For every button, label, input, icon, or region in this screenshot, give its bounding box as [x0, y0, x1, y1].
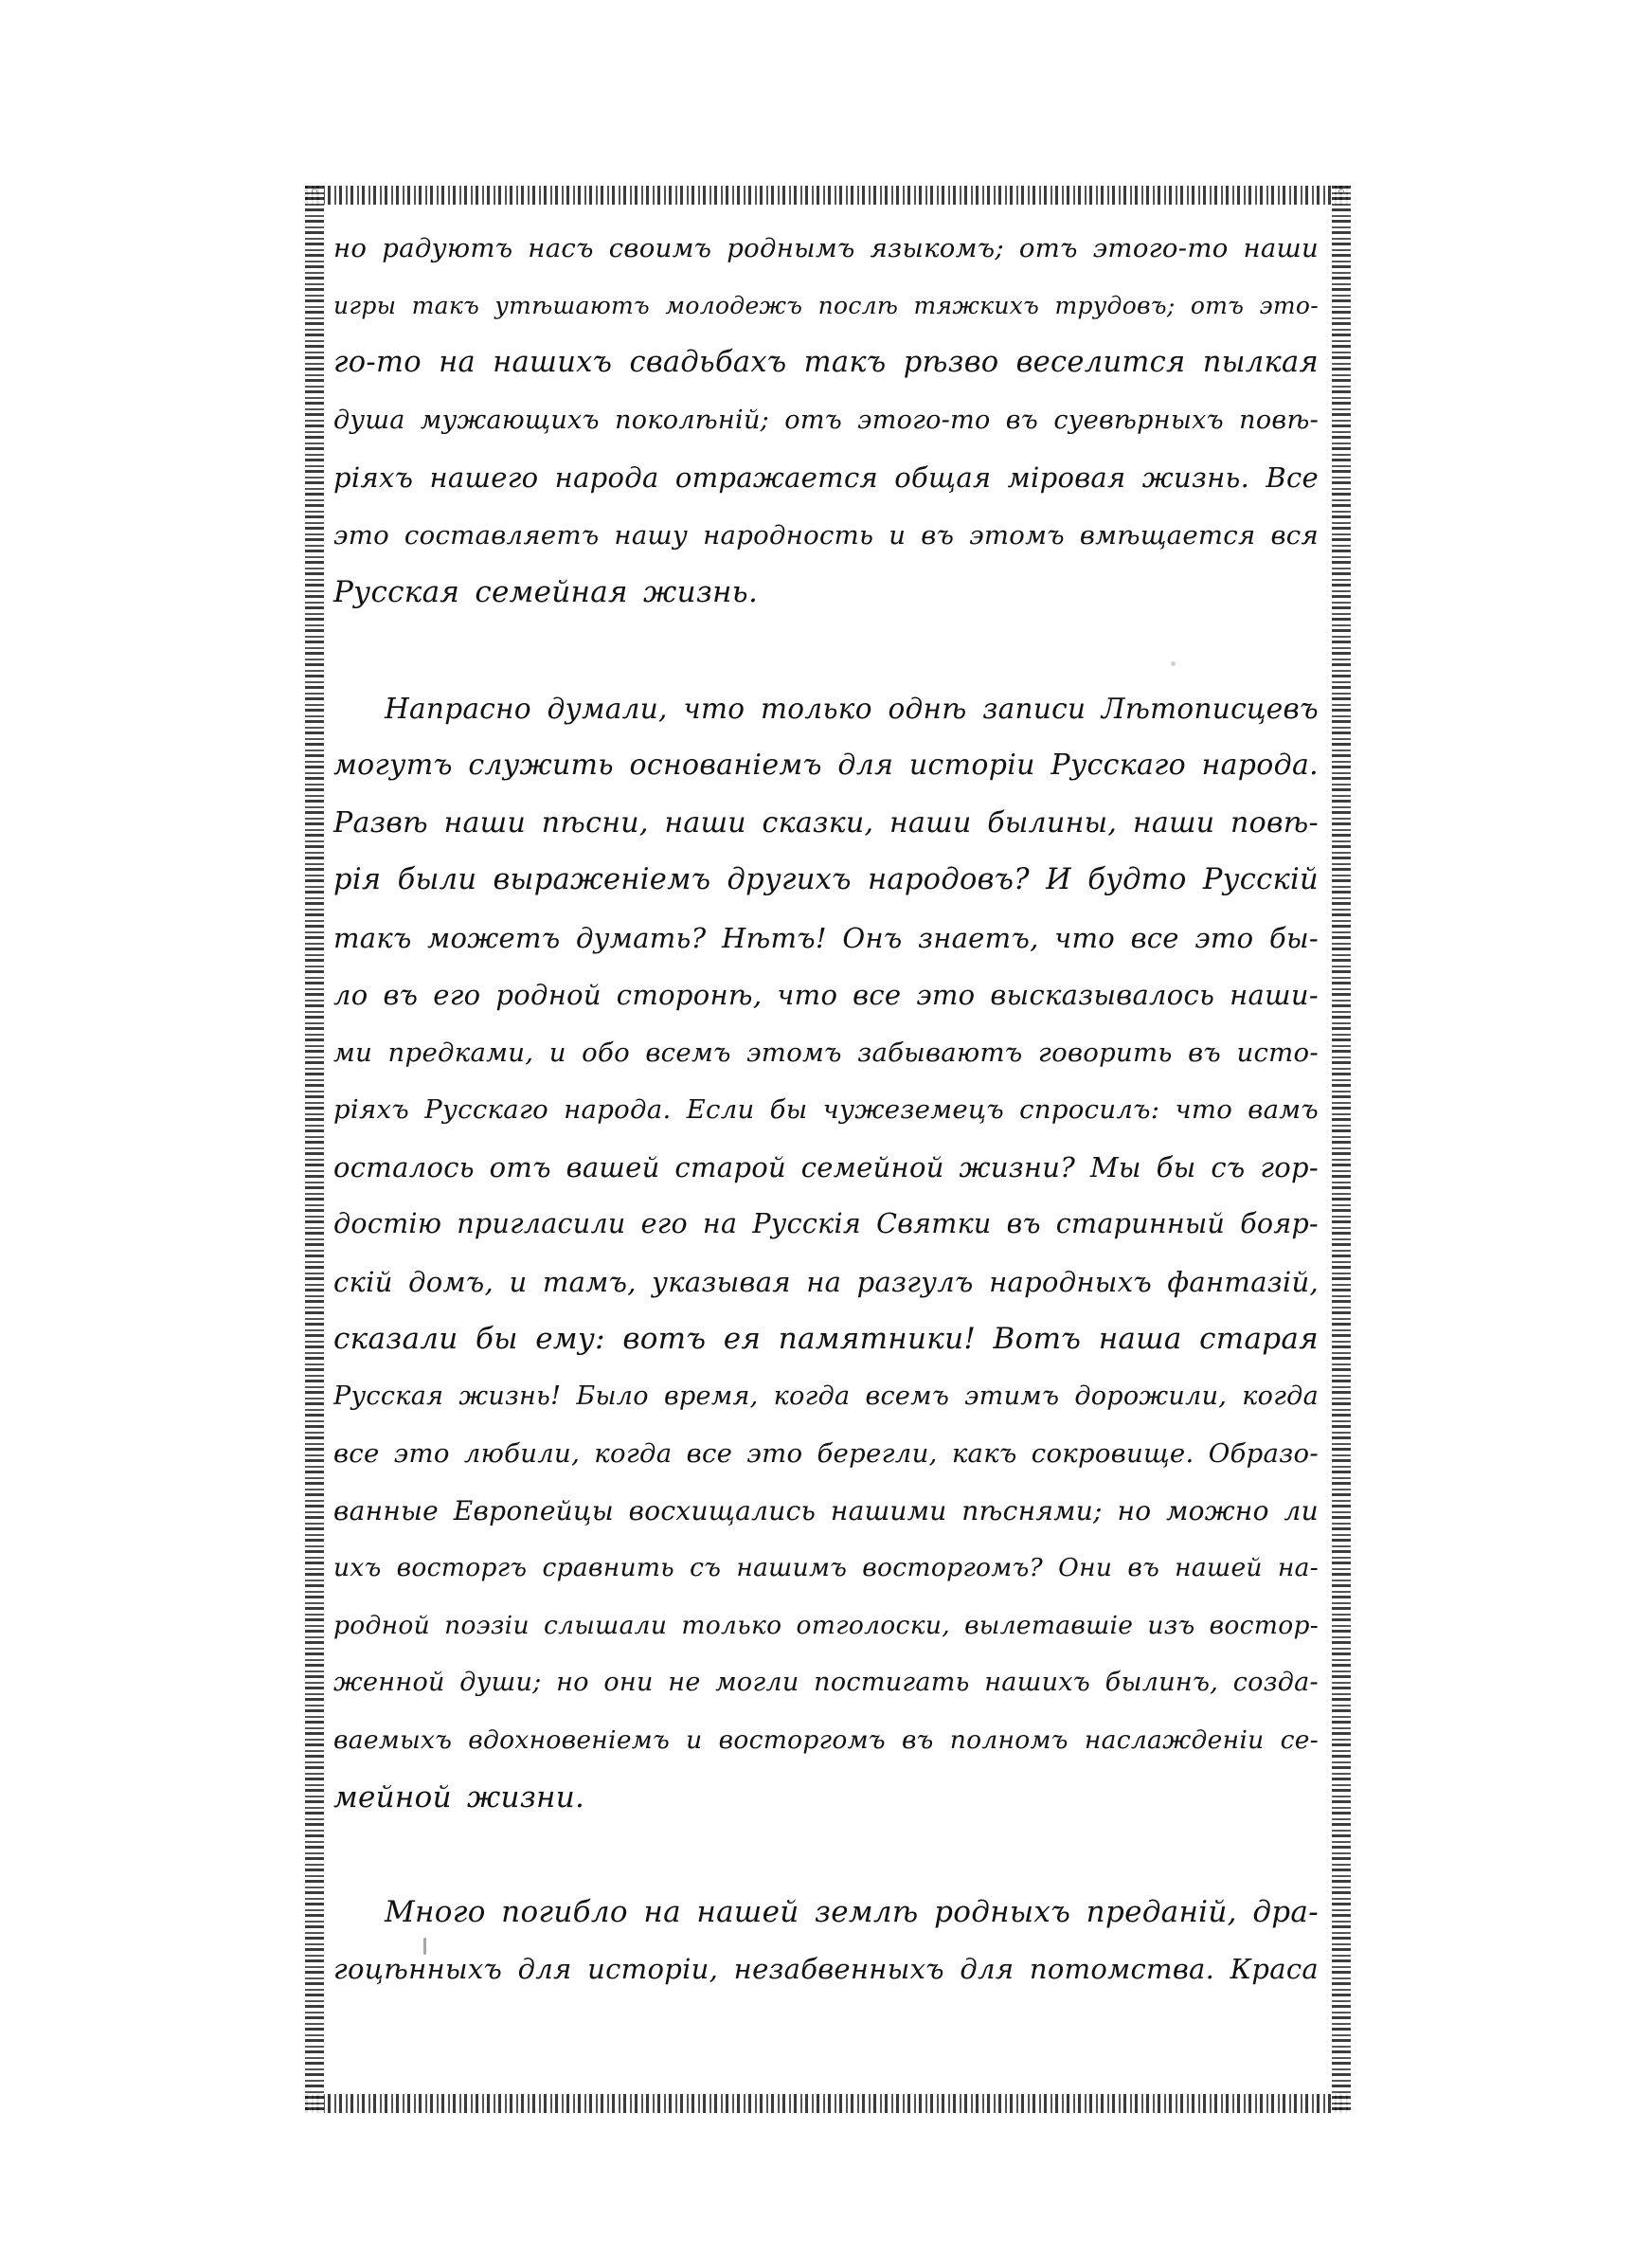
text-line: ихъ восторгъ сравнить съ нашимъ восторгомъ? Они въ нашей на- — [333, 1553, 1319, 1582]
paragraph-1 — [333, 220, 1319, 622]
text-line: Русская семейная жизнь. — [333, 575, 759, 609]
text-line: го-то на нашихъ свадьбахъ такъ рѣзво веселится пылкая — [333, 346, 1319, 379]
text-line: ванные Европейцы восхищались нашими пѣснями; но можно ли — [333, 1494, 1319, 1526]
text-line: ріяхъ Русскаго народа. Если бы чужеземецъ спросилъ: что вамъ — [333, 1094, 1319, 1125]
text-line: скій домъ, и тамъ, указывая на разгулъ народныхъ фантазій, — [333, 1265, 1319, 1298]
text-line: такъ можетъ думать? Нѣтъ! Онъ знаетъ, что все это бы- — [333, 921, 1319, 954]
text-line: сказали бы ему: вотъ ея памятники! Вотъ наша старая — [333, 1322, 1319, 1356]
text-line: Развѣ наши пѣсни, наши сказки, наши былины, наши повѣ- — [333, 805, 1319, 840]
text-line: душа мужающихъ поколѣній; отъ этого-то въ суевѣрныхъ повѣ- — [333, 405, 1319, 435]
border-top — [305, 186, 1351, 205]
text-line: гоцѣнныхъ для исторіи, незабвенныхъ для потомства. Краса — [333, 1953, 1319, 1985]
text-block — [333, 220, 1319, 2096]
ink-speck — [1171, 661, 1176, 666]
ink-speck — [423, 1938, 426, 1955]
text-line: могутъ служить основаніемъ для исторіи Русскаго народа. — [333, 749, 1319, 782]
text-line: ваемыхъ вдохновеніемъ и восторгомъ въ полномъ наслажденіи се- — [333, 1724, 1319, 1755]
text-line: осталось отъ вашей старой семейной жизни? Мы бы съ гор- — [333, 1150, 1319, 1183]
text-line: Много погибло на нашей землѣ родныхъ преданій, дра- — [385, 1894, 1319, 1929]
border-right — [1332, 186, 1351, 2113]
text-line: рія были выраженіемъ другихъ народовъ? И будто Русскій — [333, 863, 1319, 896]
text-line: это составляетъ нашу народность и въ этомъ вмѣщается вся — [333, 519, 1319, 551]
paragraph-3 — [333, 1884, 1319, 1998]
text-line: но радуютъ насъ своимъ роднымъ языкомъ; отъ этого-то наши — [333, 233, 1319, 263]
text-line: ло въ его родной сторонѣ, что все это высказывалось наши- — [333, 979, 1319, 1011]
text-line: родной поэзіи слышали только отголоски, вылетавшіе изъ востор- — [333, 1610, 1319, 1640]
text-line: Напрасно думали, что только однѣ записи Лѣтописцевъ — [385, 692, 1319, 725]
text-line: женной души; но они не могли постигать нашихъ былинъ, созда- — [333, 1668, 1319, 1697]
text-line: достію пригласили его на Русскія Святки въ старинный бояр- — [333, 1208, 1319, 1239]
border-bottom — [305, 2094, 1351, 2113]
border-left — [305, 186, 324, 2113]
text-line: мейной жизни. — [333, 1780, 585, 1815]
text-line: все это любили, когда все это берегли, какъ сокровище. Образо- — [333, 1438, 1319, 1469]
text-line: ріяхъ нашего народа отражается общая міровая жизнь. Все — [333, 461, 1319, 494]
text-line: ми предками, и обо всемъ этомъ забываютъ говорить въ исто- — [333, 1037, 1319, 1068]
text-line: игры такъ утѣшаютъ молодежъ послѣ тяжкихъ трудовъ; отъ это- — [333, 291, 1319, 319]
paragraph-2 — [333, 680, 1319, 1827]
text-line: Русская жизнь! Было время, когда всемъ этимъ дорожили, когда — [333, 1381, 1319, 1411]
